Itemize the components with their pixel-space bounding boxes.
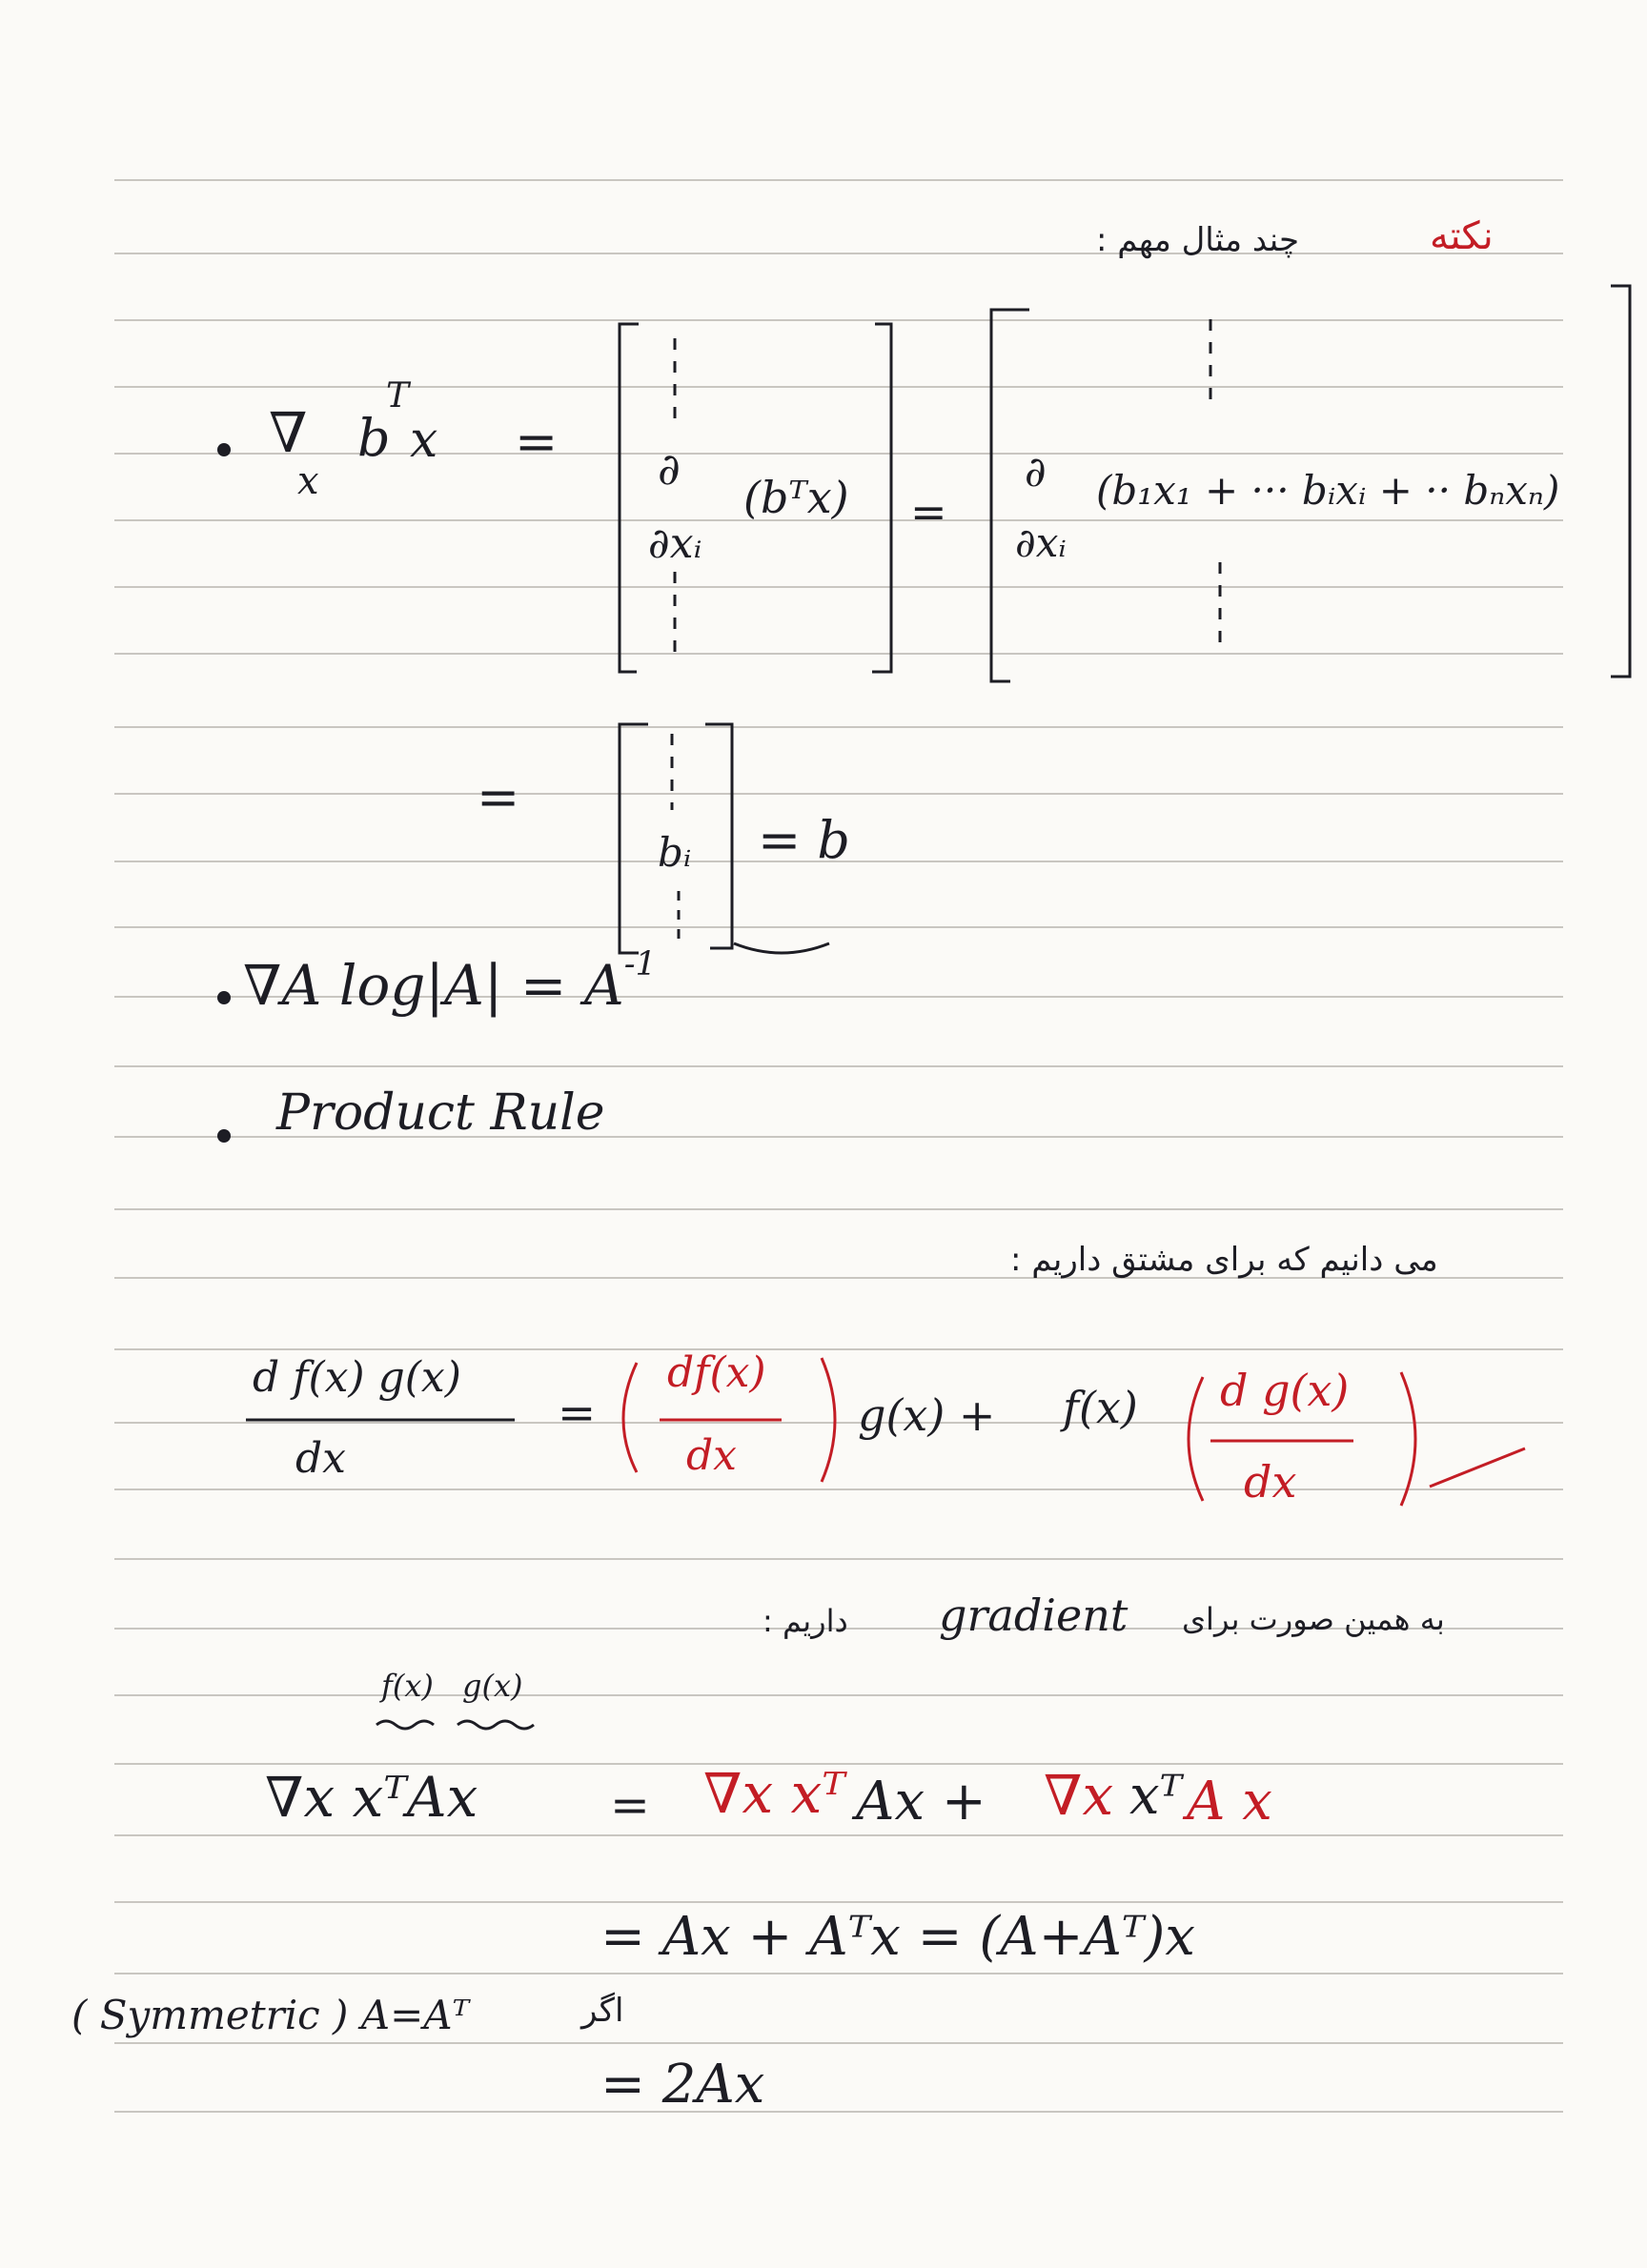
left-bracket	[991, 310, 1029, 681]
wavy-underline	[458, 1721, 534, 1729]
term1-rest: Ax +	[856, 1771, 986, 1833]
left-bracket	[620, 724, 648, 953]
term1-denominator: dx	[686, 1431, 737, 1480]
nabla-subscript: x	[297, 459, 319, 503]
x-variable: x	[410, 412, 438, 469]
note-label: نکته	[1430, 214, 1494, 258]
section-heading-product-rule: Product Rule	[276, 1084, 605, 1142]
term2-numerator: d g(x)	[1220, 1365, 1350, 1416]
partial-denominator: ∂xᵢ	[1015, 519, 1067, 566]
equals-sign: =	[515, 412, 559, 472]
right-bracket	[1611, 286, 1630, 677]
log-det-formula: ∇A $\log|A| = A^{-1}$	[243, 944, 657, 1018]
curve-stroke	[734, 943, 829, 953]
partial-numerator: ∂	[658, 443, 681, 495]
partial-numerator: ∂	[1025, 448, 1047, 496]
red-stroke	[1430, 1448, 1525, 1487]
paren-left-red	[1189, 1377, 1203, 1501]
bullet	[217, 443, 231, 456]
wavy-underline	[376, 1721, 434, 1729]
gradient-intro-left: داریم :	[762, 1603, 848, 1639]
paren-right-red	[1401, 1372, 1415, 1506]
symmetric-condition: ( Symmetric ) A=Aᵀ	[71, 1992, 470, 2038]
term2-prefix: f(x)	[1063, 1382, 1138, 1433]
vector-entry: bᵢ	[658, 829, 692, 876]
term2-denominator: dx	[1244, 1456, 1297, 1508]
transpose-sup: T	[386, 376, 410, 415]
bullet	[217, 1129, 231, 1143]
lhs-denominator: dx	[295, 1434, 346, 1483]
term2-rest: xᵀ	[1129, 1765, 1183, 1827]
lhs-numerator: d f(x) g(x)	[253, 1353, 461, 1402]
b-vector: b	[357, 408, 391, 468]
gradient-intro-word: gradient	[939, 1590, 1128, 1641]
equals-sign: =	[910, 486, 947, 537]
result-b: = b	[758, 810, 850, 870]
equals-sign: =	[477, 767, 520, 827]
paren-right-red	[822, 1358, 835, 1482]
term1-numerator: df(x)	[667, 1348, 766, 1397]
gradient-line2: = Ax + Aᵀx = (A+Aᵀ)x	[600, 1906, 1195, 1968]
right-bracket	[705, 724, 732, 948]
partial-denominator: ∂xᵢ	[648, 519, 702, 568]
term2-end: A x	[1187, 1771, 1272, 1833]
expanded-sum: (b₁x₁ + ··· bᵢxᵢ + ·· bₙxₙ)	[1096, 467, 1560, 514]
gradient-lhs: ∇x xᵀAx	[265, 1765, 478, 1830]
equals-sign: =	[558, 1387, 597, 1440]
label-f: f(x)	[381, 1668, 434, 1704]
inner-expression: (bᵀx)	[743, 472, 849, 523]
term1-gradient: ∇x xᵀ	[703, 1761, 845, 1826]
right-bracket	[872, 324, 891, 672]
bullet	[217, 991, 231, 1004]
product-rule-intro: می دانیم که برای مشتق داریم :	[1010, 1241, 1438, 1279]
equals-sign: =	[610, 1777, 650, 1833]
gradient-line3: = 2Ax	[600, 2054, 765, 2116]
gradient-intro-right: به همین صورت برای	[1182, 1601, 1445, 1637]
label-g: g(x)	[462, 1668, 523, 1704]
condition-if: اگر	[581, 1992, 624, 2030]
paren-left-red	[623, 1363, 637, 1472]
term2-gradient: ∇x	[1044, 1763, 1114, 1828]
note-title: چند مثال مهم :	[1096, 221, 1300, 259]
nabla-symbol: ∇	[269, 400, 308, 465]
left-bracket	[620, 324, 639, 672]
term1-rest: g(x) +	[858, 1389, 996, 1441]
